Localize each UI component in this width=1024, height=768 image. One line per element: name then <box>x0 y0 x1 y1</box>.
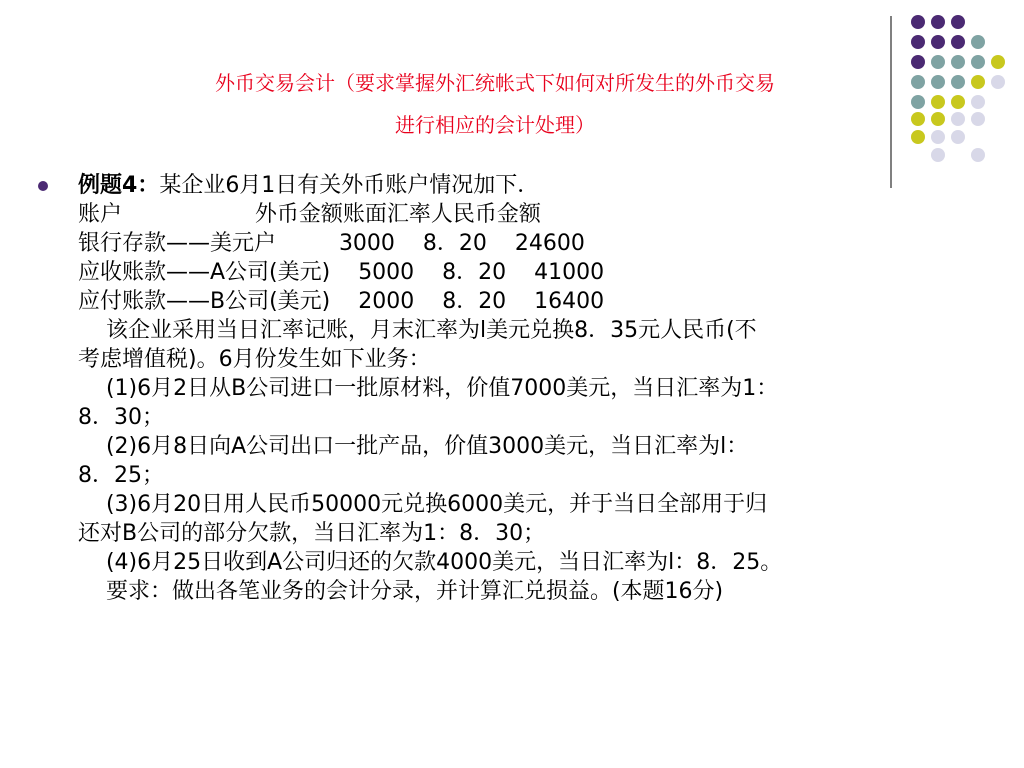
body-line: 应付账款——B公司(美元) 2000 8．20 16400 <box>78 289 605 314</box>
decorative-dot <box>911 15 925 29</box>
decorative-dot <box>911 130 925 144</box>
decorative-dot <box>911 55 925 69</box>
decorative-dot <box>911 112 925 126</box>
decorative-dot <box>931 35 945 49</box>
example-intro-line <box>78 171 958 200</box>
decorative-dot <box>931 95 945 109</box>
decorative-dot <box>991 55 1005 69</box>
body-line: 8．25； <box>78 463 164 488</box>
body-line: 8．30； <box>78 405 164 430</box>
slide-title <box>100 62 890 146</box>
body-line: 考虑增值税)。6月份发生如下业务： <box>78 347 431 372</box>
body-line: (4)6月25日收到A公司归还的欠款4000美元，当日汇率为l：8．25。 <box>78 550 783 575</box>
decorative-dot <box>931 130 945 144</box>
body-line: (1)6月2日从B公司进口一批原材料，价值7000美元，当日汇率为1： <box>78 376 779 401</box>
decorative-dot <box>971 35 985 49</box>
decorative-dot <box>911 35 925 49</box>
decorative-dot <box>951 130 965 144</box>
body-line: 要求：做出各笔业务的会计分录，并计算汇兑损益。(本题16分) <box>78 579 724 604</box>
decorative-dot <box>911 95 925 109</box>
decorative-dot <box>951 15 965 29</box>
decorative-dot <box>951 112 965 126</box>
decorative-dot <box>971 95 985 109</box>
decorative-dot <box>971 148 985 162</box>
title-line-1: 外币交易会计（要求掌握外汇统帐式下如何对所发生的外币交易 <box>215 71 775 95</box>
bullet-icon <box>38 181 48 191</box>
title-line-2: 进行相应的会计处理） <box>395 113 595 137</box>
decorative-dot <box>931 55 945 69</box>
example-label: 例题4： <box>78 173 160 198</box>
slide-body <box>78 171 958 606</box>
body-line: 账户 外币金额账面汇率人民币金额 <box>78 202 541 227</box>
body-line: (2)6月8日向A公司出口一批产品，价值3000美元，当日汇率为l： <box>78 434 749 459</box>
body-line: (3)6月20日用人民币50000元兑换6000美元，并于当日全部用于归 <box>78 492 768 517</box>
decorative-dot <box>951 75 965 89</box>
body-line: 还对B公司的部分欠款，当日汇率为1：8．30； <box>78 521 546 546</box>
body-line: 该企业采用当日汇率记账，月末汇率为l美元兑换8．35元人民币(不 <box>78 318 757 343</box>
divider-line <box>890 16 892 188</box>
example-intro: 某企业6月1日有关外币账户情况加下． <box>159 173 540 198</box>
decorative-dot <box>931 75 945 89</box>
decorative-dot <box>931 112 945 126</box>
decorative-dot <box>931 15 945 29</box>
decorative-dot <box>951 95 965 109</box>
decorative-dot <box>911 75 925 89</box>
body-line: 应收账款——A公司(美元) 5000 8．20 41000 <box>78 260 605 285</box>
decorative-dot <box>971 75 985 89</box>
decorative-dot <box>951 35 965 49</box>
decorative-dot <box>971 112 985 126</box>
decorative-dot <box>931 148 945 162</box>
decorative-dot <box>991 75 1005 89</box>
decorative-dot <box>971 55 985 69</box>
decorative-dot <box>951 55 965 69</box>
body-line: 银行存款——美元户 3000 8．20 24600 <box>78 231 585 256</box>
